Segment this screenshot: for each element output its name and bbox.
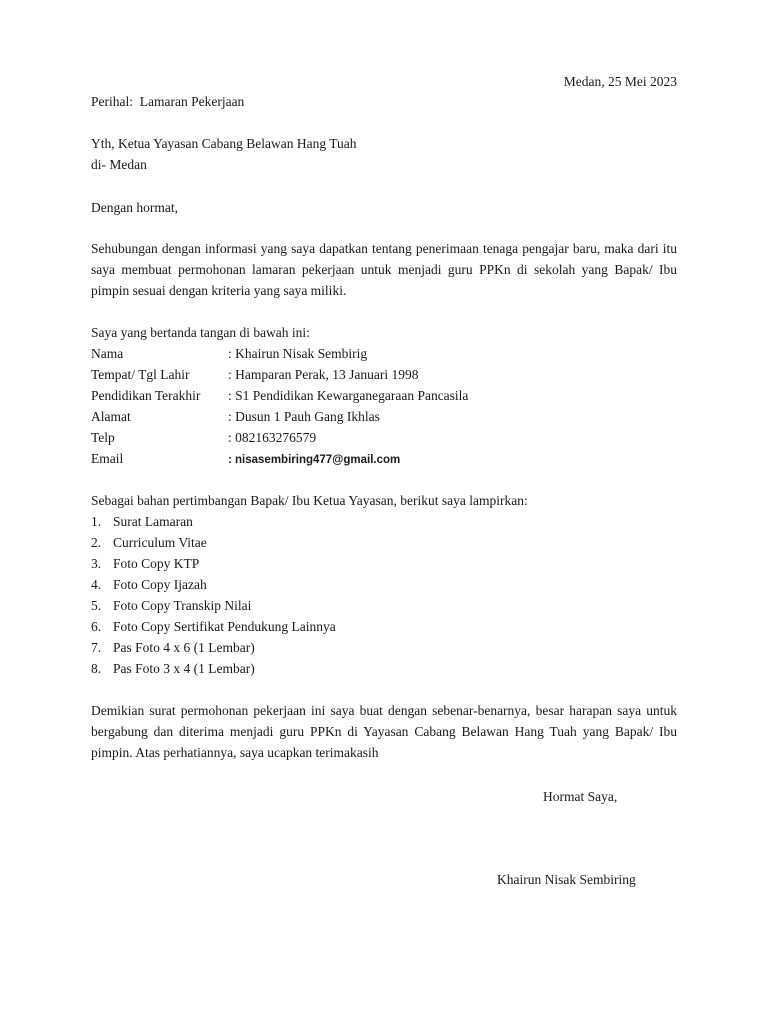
regards: Hormat Saya, [543, 789, 618, 804]
identity-label: Alamat [91, 409, 131, 424]
list-text: Surat Lamaran [113, 514, 193, 529]
identity-label: Pendidikan Terakhir [91, 388, 201, 403]
list-text: Pas Foto 3 x 4 (1 Lembar) [113, 661, 255, 676]
list-number: 8. [91, 661, 102, 676]
identity-label: Email [91, 451, 124, 466]
list-number: 1. [91, 514, 102, 529]
recipient-line-1: Yth, Ketua Yayasan Cabang Belawan Hang Tuah [91, 136, 357, 151]
signature-name: Khairun Nisak Sembiring [497, 872, 636, 887]
list-number: 4. [91, 577, 102, 592]
identity-label: Tempat/ Tgl Lahir [91, 367, 190, 382]
identity-label: Nama [91, 346, 124, 361]
closing-paragraph: Demikian surat permohonan pekerjaan ini saya buat dengan sebenar-benarnya, besar harapan saya untuk bergabung dan diterima menjadi guru PPKn di Yayasan Cabang Belawan Hang Tuah yang Bapak/ Ibu pimpin. Atas perhatiannya, saya ucapkan terimakasih [91, 703, 677, 760]
recipient-line-2: di- Medan [91, 157, 147, 172]
list-number: 5. [91, 598, 102, 613]
list-text: Pas Foto 4 x 6 (1 Lembar) [113, 640, 255, 655]
identity-value: : nisasembiring477@gmail.com [228, 454, 401, 466]
identity-value: : Dusun 1 Pauh Gang Ikhlas [228, 409, 380, 424]
list-number: 3. [91, 556, 102, 571]
list-text: Foto Copy Ijazah [113, 577, 207, 592]
identity-value: : S1 Pendidikan Kewarganegaraan Pancasila [228, 388, 469, 403]
list-number: 2. [91, 535, 102, 550]
list-number: 7. [91, 640, 102, 655]
list-number: 6. [91, 619, 102, 634]
list-text: Foto Copy KTP [113, 556, 200, 571]
identity-value: : 082163276579 [228, 430, 317, 445]
greeting: Dengan hormat, [91, 200, 178, 215]
list-text: Foto Copy Sertifikat Pendukung Lainnya [113, 619, 336, 634]
identity-value: : Hamparan Perak, 13 Januari 1998 [228, 367, 419, 382]
identity-value: : Khairun Nisak Sembirig [228, 346, 368, 361]
letter-subject: Perihal: Lamaran Pekerjaan [91, 94, 245, 109]
list-text: Curriculum Vitae [113, 535, 207, 550]
list-text: Foto Copy Transkip Nilai [113, 598, 252, 613]
identity-intro: Saya yang bertanda tangan di bawah ini: [91, 325, 310, 340]
attachments-intro: Sebagai bahan pertimbangan Bapak/ Ibu Ketua Yayasan, berikut saya lampirkan: [91, 493, 528, 508]
intro-paragraph: Sehubungan dengan informasi yang saya dapatkan tentang penerimaan tenaga pengajar baru, maka dari itu saya membuat permohonan lamaran pekerjaan untuk menjadi guru PPKn di sekolah yang Bapak/ Ibu pimpin sesuai dengan kriteria yang saya miliki. [91, 241, 677, 298]
letter-date: Medan, 25 Mei 2023 [563, 74, 677, 89]
identity-label: Telp [91, 430, 115, 445]
